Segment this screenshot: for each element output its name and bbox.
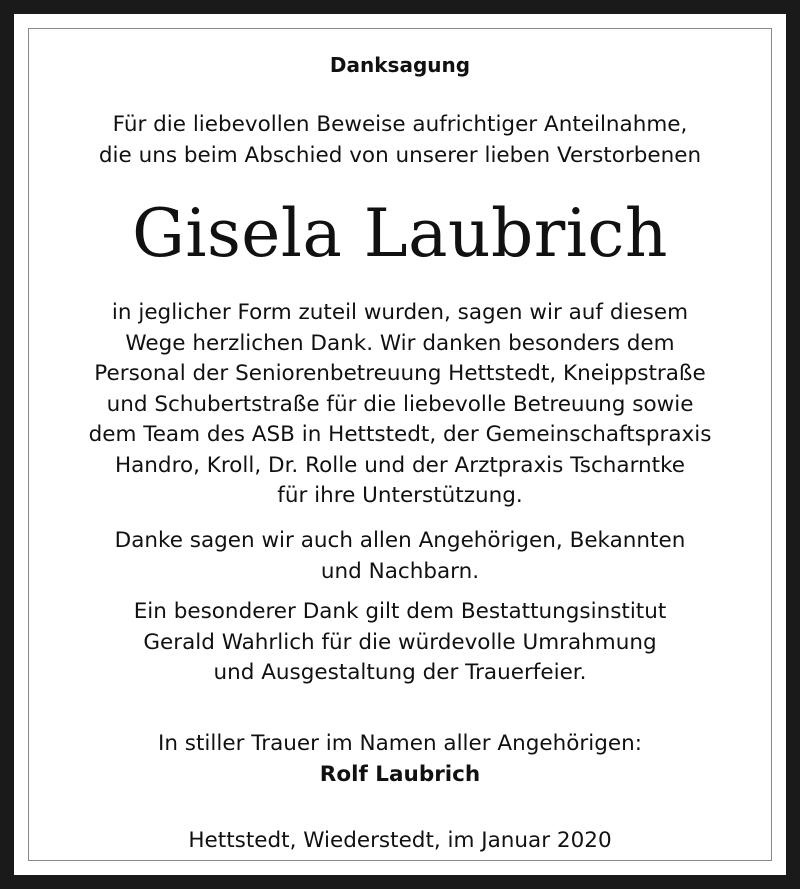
thanks-line: dem Team des ASB in Hettstedt, der Gemeinschaftspraxis [88,422,712,447]
thanks-line: für ihre Unterstützung. [277,483,523,508]
intro-paragraph [30,110,770,171]
relatives-paragraph [30,526,770,587]
funeral-home-paragraph [30,597,770,689]
thanks-line: Personal der Seniorenbetreuung Hettstedt, Kneippstraße [94,361,706,386]
intro-line: Für die liebevollen Beweise aufrichtiger Anteilnahme, [112,112,688,137]
thanks-line: Wege herzlichen Dank. Wir danken besonders dem [125,330,675,356]
closing-block [30,729,770,790]
notice-heading: Danksagung [329,53,471,77]
intro-line: die uns beim Abschied von unserer lieben Verstorbenen [98,142,702,168]
thanks-paragraph [30,298,770,512]
deceased-name: Gisela Laubrich [132,195,668,272]
closing-line: In stiller Trauer im Namen aller Angehörigen: [158,731,642,756]
place-date-line: Hettstedt, Wiederstedt, im Januar 2020 [188,828,612,853]
funeral-home-line: und Ausgestaltung der Trauerfeier. [213,660,587,685]
funeral-home-line: Ein besonderer Dank gilt dem Bestattungsinstitut [133,599,667,624]
signer-name: Rolf Laubrich [319,761,481,787]
place-date [30,826,770,857]
relatives-line: Danke sagen wir auch allen Angehörigen, Bekannten [114,528,686,553]
thanks-line: Handro, Kroll, Dr. Rolle und der Arztpraxis Tscharntke [114,452,686,478]
funeral-home-line: Gerald Wahrlich für die würdevolle Umrahmung [143,629,657,655]
thanks-line: und Schubertstraße für die liebevolle Betreuung sowie [106,391,694,417]
thanks-line: in jeglicher Form zuteil wurden, sagen wir auf diesem [111,300,689,325]
relatives-line: und Nachbarn. [320,558,480,584]
